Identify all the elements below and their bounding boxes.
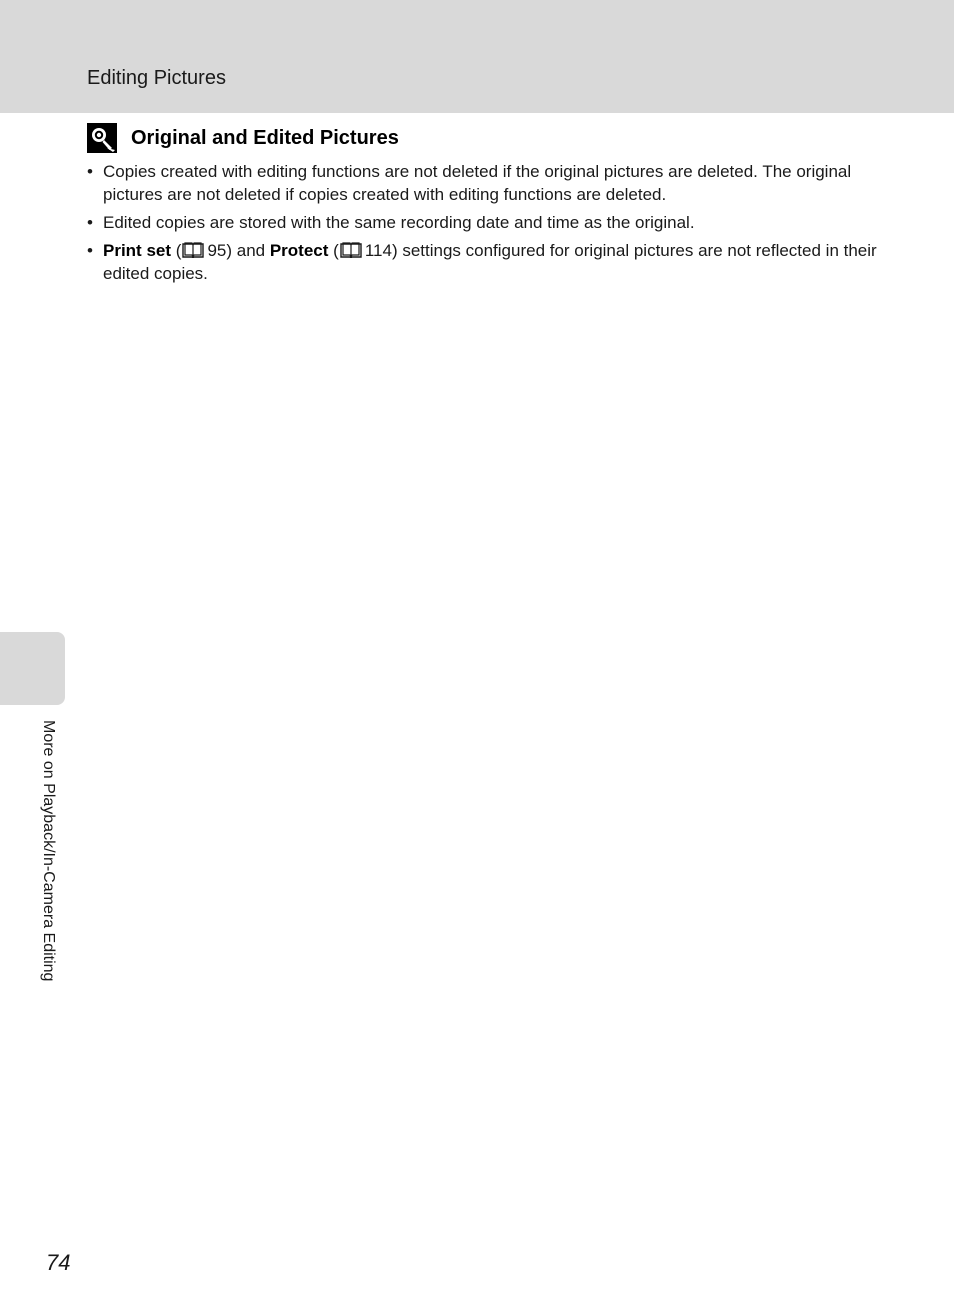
section-title: Original and Edited Pictures: [131, 126, 399, 149]
page-ref: 95: [207, 241, 227, 260]
bullet-dot: •: [87, 162, 93, 181]
page-number: 74: [46, 1250, 71, 1275]
header-band: [0, 0, 954, 113]
chapter-label: More on Playback/In-Camera Editing: [40, 720, 57, 982]
tail-text: ) settings configured for original pictures are not reflected in their edited copies.: [103, 241, 877, 283]
chapter-tab: [0, 632, 65, 705]
header-title: Editing Pictures: [87, 67, 226, 89]
note-icon: [87, 123, 117, 153]
list-item: [87, 160, 877, 206]
open-paren: (: [175, 241, 182, 260]
section-heading: [87, 120, 877, 156]
note-section: [87, 120, 877, 290]
list-item: [87, 211, 877, 234]
print-set-term: Print set: [103, 241, 172, 260]
protect-term: Protect: [269, 241, 329, 260]
bullet-text: Edited copies are stored with the same recording date and time as the original.: [103, 213, 695, 232]
bullet-text: Copies created with editing functions are not deleted if the original pictures are deleted. The original pictures are not deleted if copies created with editing functions are deleted.: [103, 162, 852, 204]
bullet-dot: •: [87, 213, 93, 232]
page-ref: 114: [364, 241, 392, 260]
book-icon: [340, 242, 362, 258]
list-item: [87, 239, 877, 285]
joiner-text: ) and: [226, 241, 270, 260]
bullet-dot: •: [87, 241, 93, 260]
book-icon: [182, 242, 204, 258]
open-paren: (: [333, 241, 339, 260]
bullet-list: [87, 160, 877, 285]
